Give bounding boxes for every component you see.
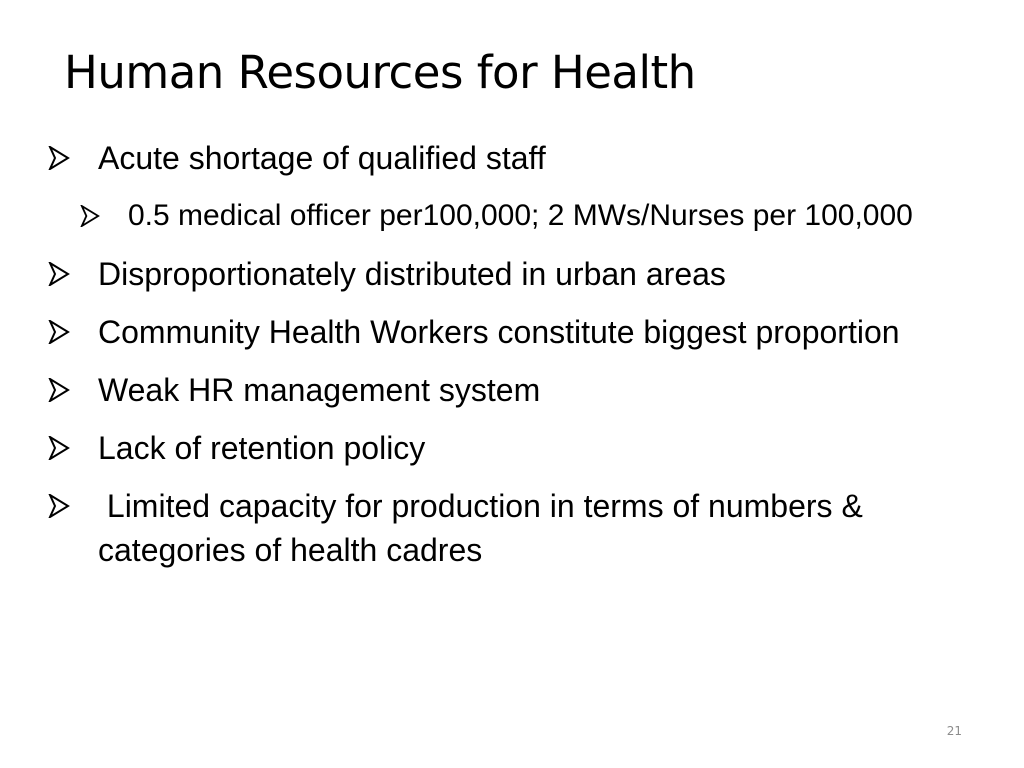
- bullet-item: [48, 310, 978, 354]
- arrow-bullet-icon: [48, 426, 98, 470]
- slide-title: Human Resources for Health: [64, 46, 696, 99]
- arrow-bullet-icon: [48, 368, 98, 412]
- sub-bullet-item: [48, 194, 978, 238]
- bullet-text: 0.5 medical officer per100,000; 2 MWs/Nurses per 100,000: [128, 199, 913, 232]
- bullet-list: [48, 136, 978, 586]
- bullet-item: [48, 484, 978, 572]
- bullet-item: [48, 426, 978, 470]
- arrow-bullet-icon: [80, 194, 128, 238]
- arrow-bullet-icon: [48, 252, 98, 296]
- arrow-bullet-icon: [48, 136, 98, 180]
- bullet-item: [48, 136, 978, 180]
- arrow-bullet-icon: [48, 484, 98, 528]
- arrow-bullet-icon: [48, 310, 98, 354]
- bullet-text: Acute shortage of qualified staff: [98, 140, 546, 176]
- bullet-item: [48, 368, 978, 412]
- bullet-text: Limited capacity for production in terms of numbers & categories of health cadres: [98, 488, 872, 568]
- slide-number: 21: [946, 724, 962, 738]
- bullet-item: [48, 252, 978, 296]
- bullet-text: Lack of retention policy: [98, 430, 426, 466]
- bullet-text: Weak HR management system: [98, 372, 541, 408]
- bullet-text: Disproportionately distributed in urban areas: [98, 256, 726, 292]
- bullet-text: Community Health Workers constitute biggest proportion: [98, 314, 900, 350]
